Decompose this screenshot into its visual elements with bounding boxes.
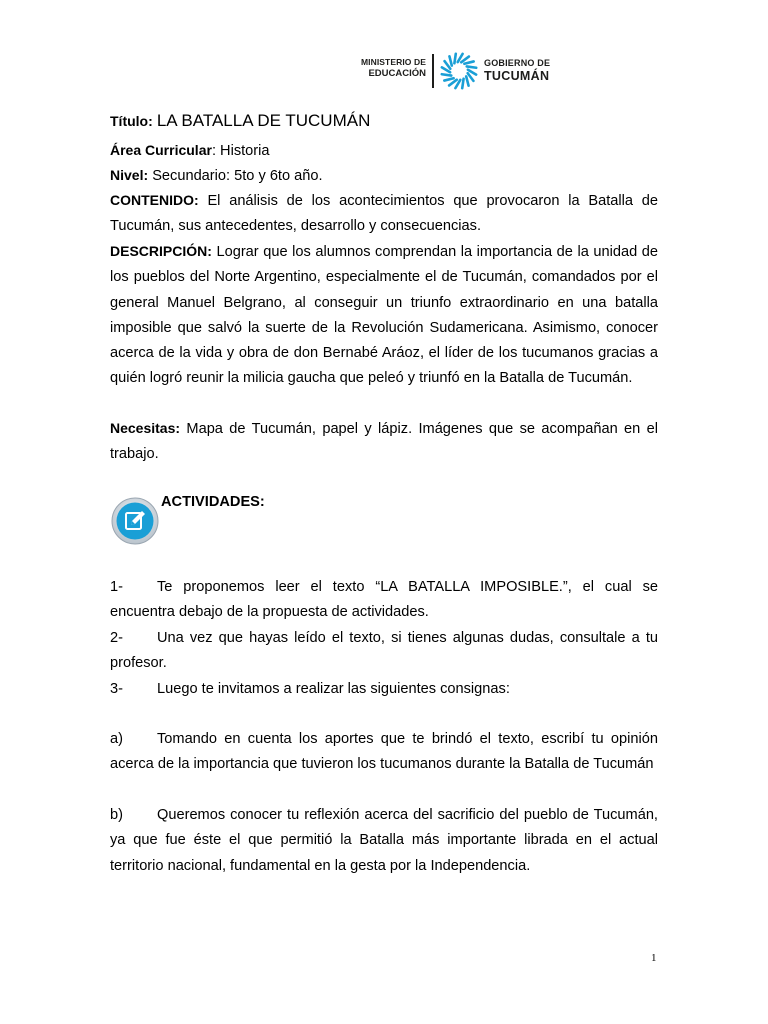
activity-item-2 <box>110 626 658 677</box>
page-number: 1 <box>651 952 657 964</box>
consigna-marker: b) <box>110 807 123 823</box>
consigna-item-b <box>110 803 658 879</box>
edit-pencil-icon <box>111 497 159 545</box>
title-value: LA BATALLA DE TUCUMÁN <box>156 111 371 130</box>
materials-value: Mapa de Tucumán, papel y lápiz. Imágenes que se acompañan en el trabajo. <box>110 421 658 463</box>
content-value: El análisis de los acontecimientos que provocaron la Batalla de Tucumán, sus antecedentes, desarrollo y consecuencias. <box>110 193 658 235</box>
activity-text: Una vez que hayas leído el texto, si tienes algunas dudas, consultale a tu profesor. <box>110 630 658 672</box>
description-label: DESCRIPCIÓN: <box>110 243 212 259</box>
gov-line1: GOBIERNO DE <box>484 58 551 68</box>
activity-text: Te proponemos leer el texto “LA BATALLA IMPOSIBLE.”, el cual se encuentra debajo de la propuesta de actividades. <box>110 579 658 621</box>
activity-item-3 <box>110 677 658 702</box>
ministry-line1: MINISTERIO DE <box>360 57 426 67</box>
logo-divider <box>432 54 434 88</box>
area-label: Área Curricular <box>110 142 212 158</box>
content-paragraph <box>110 188 658 240</box>
government-name <box>484 57 550 83</box>
level-label: Nivel: <box>110 167 149 183</box>
level-line <box>110 163 658 189</box>
header-logo <box>352 52 562 90</box>
activity-item-1 <box>110 575 658 626</box>
level-value: Secundario: 5to y 6to año. <box>152 168 323 184</box>
activities-title: ACTIVIDADES: <box>161 494 265 510</box>
consigna-item-a <box>110 727 658 778</box>
consigna-text: Queremos conocer tu reflexión acerca del sacrificio del pueblo de Tucumán, ya que fue éste el que permitió la Batalla más importante librada en el actual territorio nacional, fundamental en la gesta por la Independencia. <box>110 807 658 874</box>
description-paragraph <box>110 239 658 392</box>
area-value: : Historia <box>211 143 270 159</box>
area-line <box>110 138 658 164</box>
gov-line2: TUCUMÁN <box>484 69 550 83</box>
description-value: Lograr que los alumnos comprendan la importancia de la unidad de los pueblos del Norte Argentino, especialmente el de Tucumán, comandados por el general Manuel Belgrano, al conseguir un triunfo extraordinario en una batalla imposible que salvó la suerte de la Revolución Sudamericana. Asimismo, conocer acerca de la vida y obra de don Bernabé Aráoz, el líder de los tucumanos gracias a quién logró reunir la milicia gaucha que peleó y triunfó en la Batalla de Tucumán. <box>110 244 658 387</box>
content-label: CONTENIDO: <box>110 192 199 208</box>
consigna-text: Tomando en cuenta los aportes que te brindó el texto, escribí tu opinión acerca de la importancia que tuvieron los tucumanos durante la Batalla de Tucumán <box>110 731 658 773</box>
activity-marker: 3- <box>110 681 123 697</box>
sun-seal-icon <box>440 52 478 90</box>
activity-text: Luego te invitamos a realizar las siguientes consignas: <box>157 681 510 697</box>
activity-marker: 2- <box>110 630 123 646</box>
title-label: Título: <box>110 113 153 129</box>
materials-paragraph <box>110 416 658 468</box>
ministry-name <box>352 57 426 79</box>
title-line <box>110 108 658 135</box>
consigna-marker: a) <box>110 731 123 747</box>
materials-label: Necesitas: <box>110 420 181 436</box>
ministry-line2: EDUCACIÓN <box>368 68 426 79</box>
activity-marker: 1- <box>110 579 123 595</box>
